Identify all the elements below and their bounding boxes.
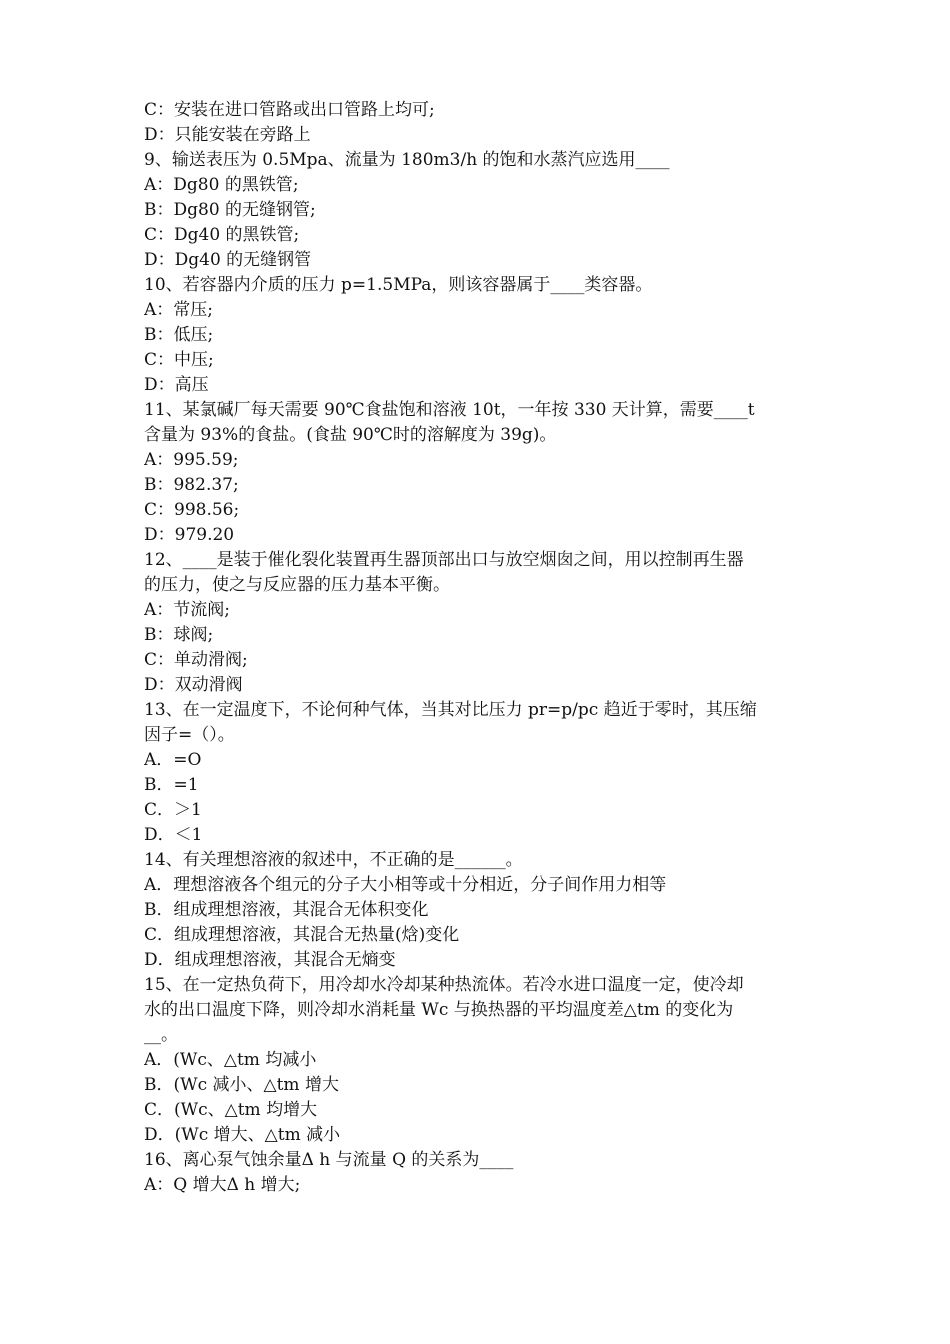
question-16: 16、离心泵气蚀余量Δ h 与流量 Q 的关系为____ — [144, 1150, 514, 1170]
option-line: C：中压; — [144, 350, 214, 370]
option-line: D．(Wc 增大、△tm 减小 — [144, 1125, 341, 1145]
option-line: B：低压; — [144, 325, 214, 345]
option-line: D：979.20 — [144, 525, 235, 545]
question-13-cont: 因子=（）。 — [144, 725, 235, 745]
option-line: A．(Wc、△tm 均减小 — [144, 1050, 317, 1070]
option-line: B：Dg80 的无缝钢管; — [144, 200, 316, 220]
option-line: C：单动滑阀; — [144, 650, 248, 670]
option-line: C．＞1 — [144, 800, 202, 820]
option-line: A：节流阀; — [144, 600, 231, 620]
text-line: D：只能安装在旁路上 — [144, 125, 311, 145]
question-15-cont: 水的出口温度下降，则冷却水消耗量 Wc 与换热器的平均温度差△tm 的变化为 — [144, 1000, 734, 1020]
question-14: 14、有关理想溶液的叙述中，不正确的是______。 — [144, 850, 523, 870]
option-line: A：Q 增大Δ h 增大; — [144, 1175, 301, 1195]
option-line: B：球阀; — [144, 625, 214, 645]
option-line: D：高压 — [144, 375, 209, 395]
question-15: 15、在一定热负荷下，用冷却水冷却某种热流体。若冷水进口温度一定，使冷却 — [144, 975, 744, 995]
question-11-cont: 含量为 93%的食盐。(食盐 90℃时的溶解度为 39g)。 — [144, 425, 557, 445]
option-line: A：常压; — [144, 300, 214, 320]
option-line: B．(Wc 减小、△tm 增大 — [144, 1075, 339, 1095]
option-line: B．组成理想溶液，其混合无体积变化 — [144, 900, 429, 920]
question-13: 13、在一定温度下，不论何种气体，当其对比压力 pr=p/pc 趋近于零时，其压缩 — [144, 700, 757, 720]
option-line: A：995.59; — [144, 450, 239, 470]
option-line: B：982.37; — [144, 475, 239, 495]
option-line: C．组成理想溶液，其混合无热量(焓)变化 — [144, 925, 460, 945]
option-line: C．(Wc、△tm 均增大 — [144, 1100, 318, 1120]
option-line: A：Dg80 的黑铁管; — [144, 175, 299, 195]
option-line: D：双动滑阀 — [144, 675, 243, 695]
question-9: 9、输送表压为 0.5Mpa、流量为 180m3/h 的饱和水蒸汽应选用____ — [144, 150, 670, 170]
option-line: A．=O — [144, 750, 202, 770]
text-line: C：安装在进口管路或出口管路上均可; — [144, 100, 435, 120]
question-10: 10、若容器内介质的压力 p=1.5MPa，则该容器属于____类容器。 — [144, 275, 653, 295]
option-line: B．=1 — [144, 775, 199, 795]
option-line: D．＜1 — [144, 825, 203, 845]
option-line: D：Dg40 的无缝钢管 — [144, 250, 312, 270]
option-line: C：Dg40 的黑铁管; — [144, 225, 300, 245]
question-12: 12、____是装于催化裂化装置再生器顶部出口与放空烟囱之间，用以控制再生器 — [144, 550, 744, 570]
question-11: 11、某氯碱厂每天需要 90℃食盐饱和溶液 10t，一年按 330 天计算，需要____t — [144, 400, 755, 420]
option-line: A．理想溶液各个组元的分子大小相等或十分相近，分子间作用力相等 — [144, 875, 667, 895]
question-12-cont: 的压力，使之与反应器的压力基本平衡。 — [144, 575, 450, 595]
question-15-cont: __。 — [144, 1025, 178, 1045]
option-line: C：998.56; — [144, 500, 240, 520]
option-line: D．组成理想溶液，其混合无熵变 — [144, 950, 396, 970]
document-body — [144, 98, 812, 1198]
